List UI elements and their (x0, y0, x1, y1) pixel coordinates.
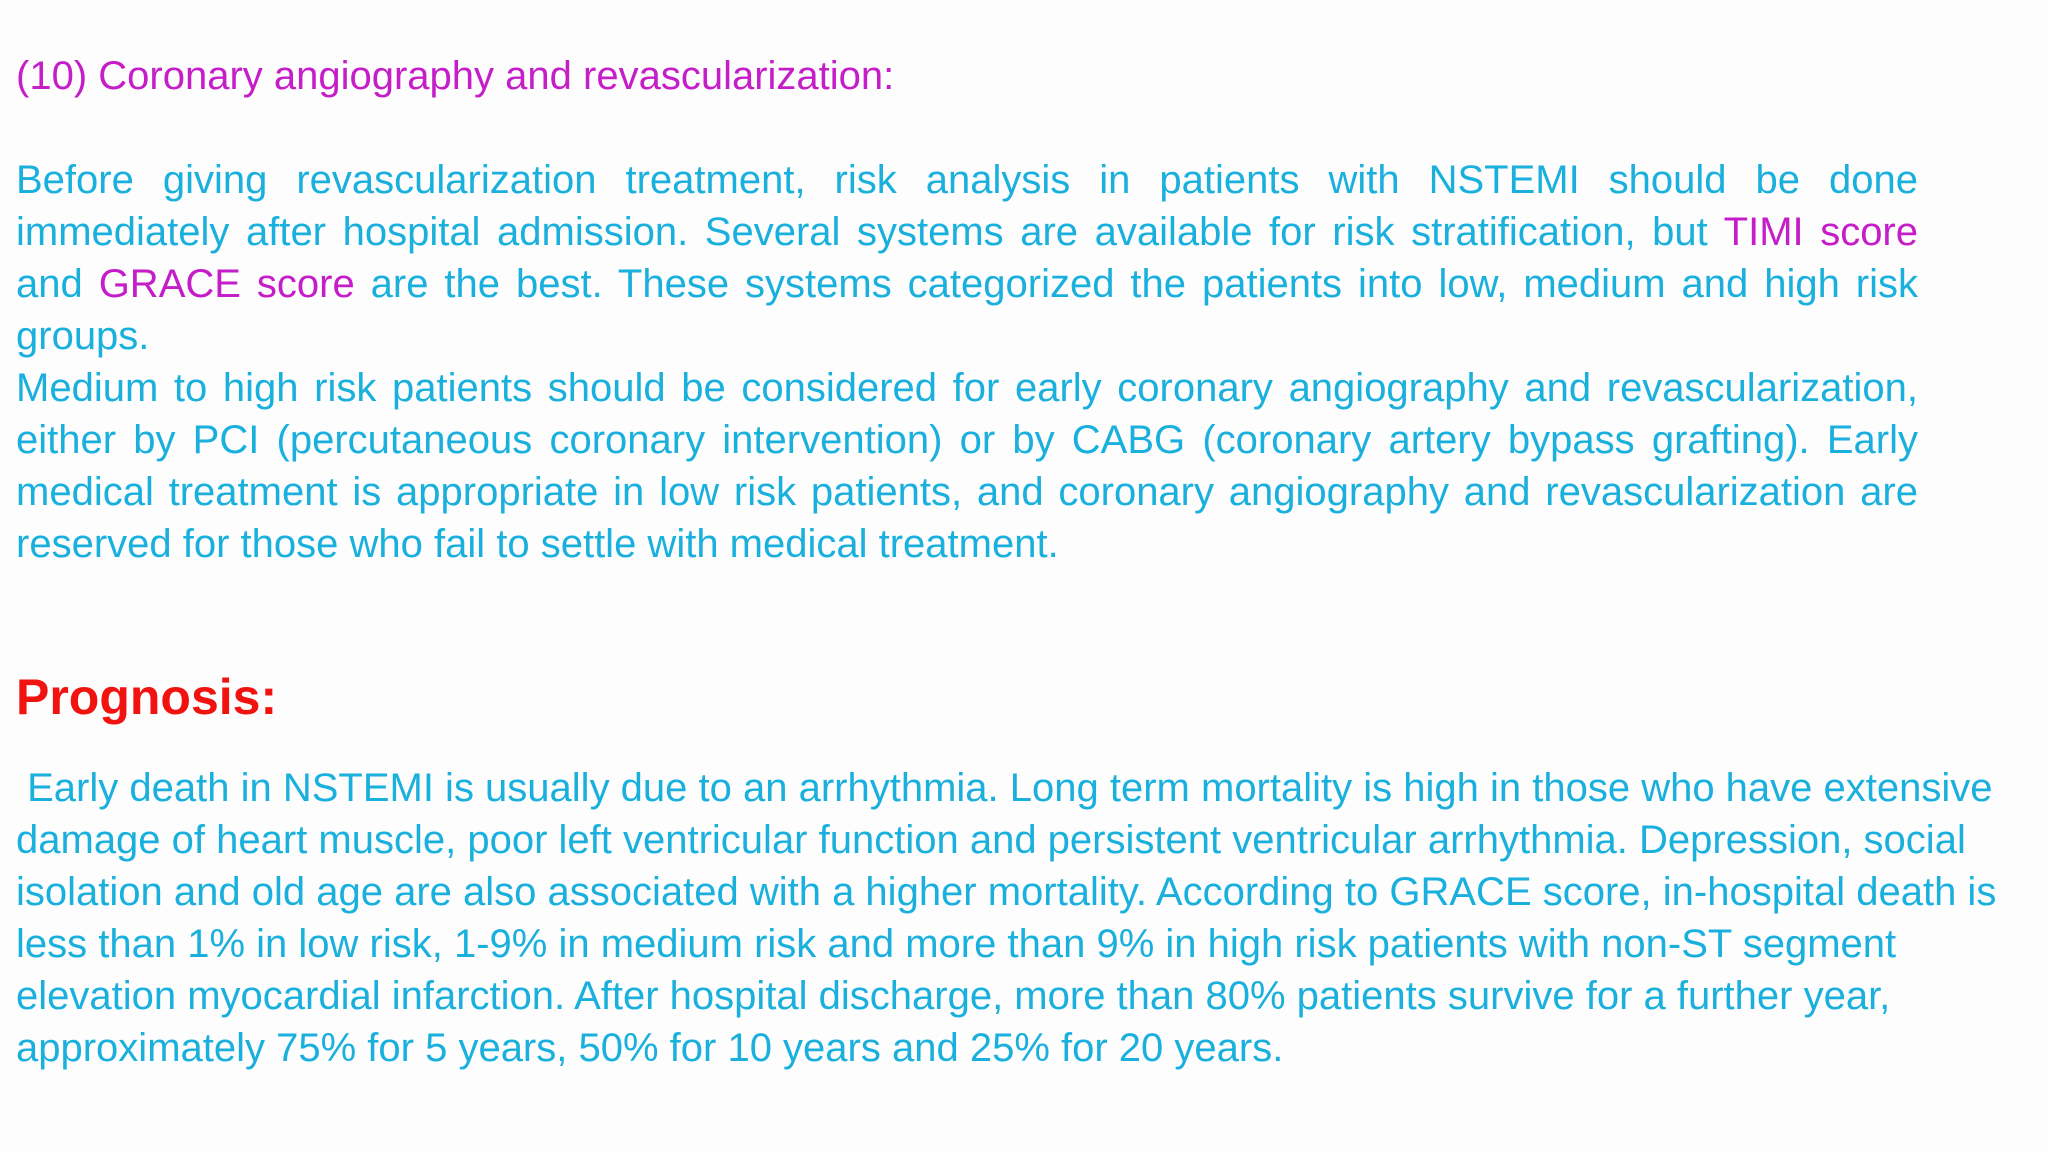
risk-analysis-paragraph (16, 154, 1918, 362)
paragraph-text: are the best. These systems categorized the patients into low, medium and high risk groups. (16, 262, 1918, 358)
revascularization-paragraph: Medium to high risk patients should be considered for early coronary angiography and revascularization, either by PCI (percutaneous coronary intervention) or by CABG (coronary artery bypass grafting). Early medical treatment is appropriate in low risk patients, and coronary angiography and revascularization are reserved for those who fail to settle with medical treatment. (16, 366, 1918, 566)
grace-score-highlight: GRACE score (98, 262, 355, 306)
prognosis-heading: Prognosis: (16, 669, 278, 725)
section-heading: (10) Coronary angiography and revascularization: (16, 54, 895, 98)
paragraph-text: Before giving revascularization treatment, risk analysis in patients with NSTEMI should be done immediately after hospital admission. Several systems are available for risk stratification, but (16, 158, 1918, 254)
paragraph-text: and (16, 262, 99, 306)
prognosis-text: Early death in NSTEMI is usually due to an arrhythmia. Long term mortality is high in those who have extensive damage of heart muscle, poor left ventricular function and persistent ventricular arrhythmia. Depression, social isolation and old age are also associated with a higher mortality. According to GRACE score, in-hospital death is less than 1% in low risk, 1-9% in medium risk and more than 9% in high risk patients with non-ST segment elevation myocardial infarction. After hospital discharge, more than 80% patients survive for a further year, approximately 75% for 5 years, 50% for 10 years and 25% for 20 years. (16, 766, 1997, 1070)
prognosis-paragraph (16, 762, 2026, 1074)
timi-score-highlight: TIMI score (1723, 210, 1919, 254)
